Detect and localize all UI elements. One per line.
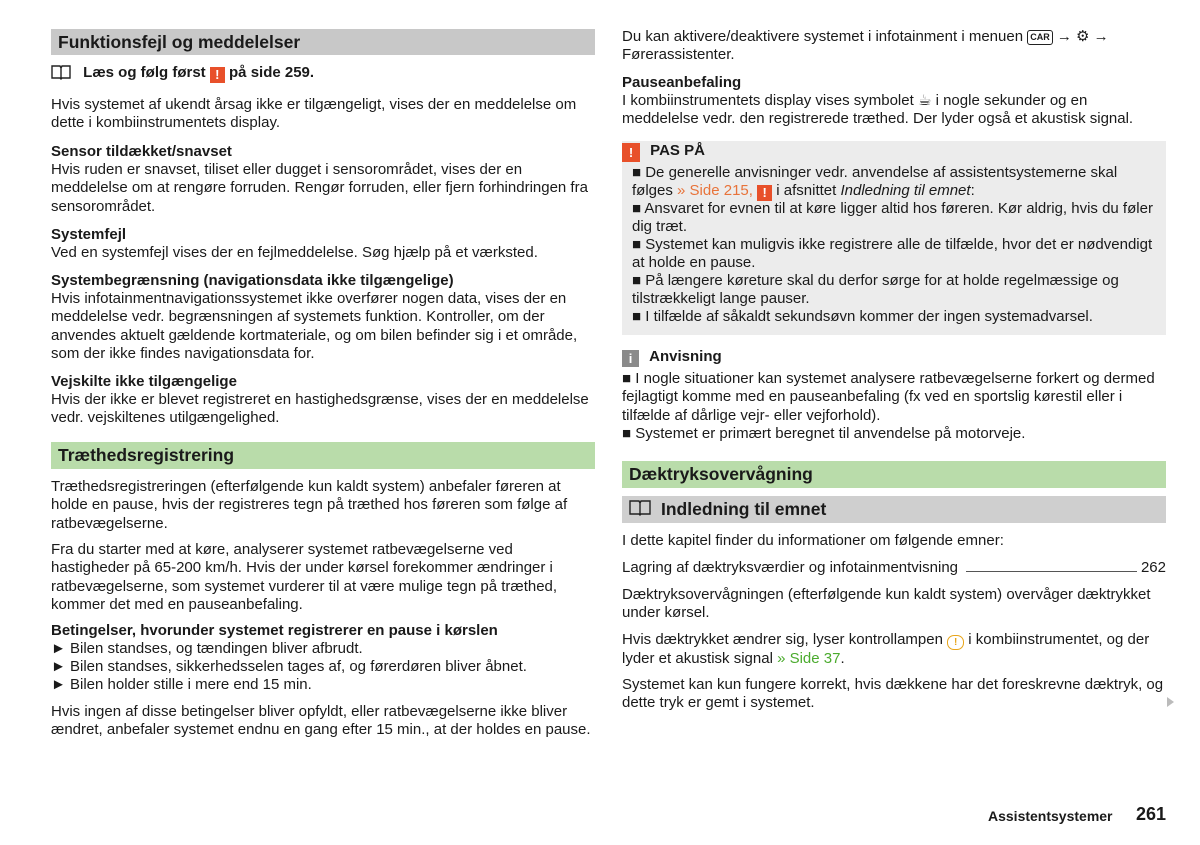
section-title: Træthedsregistrering [58, 445, 235, 465]
section-title: Funktionsfejl og meddelelser [58, 31, 301, 52]
coffee-cup-icon: ☕ [917, 92, 932, 109]
warning-icon: ! [757, 185, 772, 201]
subheading-systembegraensning: Systembegrænsning (navigationsdata ikke tilgængelige) [51, 272, 454, 289]
paragraph: Hvis infotainmentnavigationssystemet ikke overfører nogen data, vises der en meddelelse vedr. begrænsningen af systemets funktion. Kontroller, om der anvendes aktuelt gældende kortmateriale, og om bilen befinder sig i et område, som der ikke findes navigationsdata for. [51, 290, 578, 362]
caution-item [632, 164, 1160, 201]
caution-box [622, 141, 1166, 335]
paragraph: I dette kapitel finder du informationer om følgende emner: [622, 532, 1004, 549]
toc-entry[interactable] [622, 559, 1166, 576]
italic-reference: Indledning til emnet [840, 182, 971, 200]
reference-text: Læs og følg først [83, 64, 206, 81]
paragraph: Ved en systemfejl vises der en fejlmeddelelse. Søg hjælp på et værksted. [51, 244, 538, 261]
menu-text: Du kan aktivere/deaktivere systemet i infotainment i menuen [622, 28, 1024, 45]
section-heading-indledning [622, 496, 1166, 523]
page-number: 261 [1136, 804, 1167, 824]
note-item: ■ I nogle situationer kan systemet analysere ratbevægelserne forkert og dermed fejlagtigt komme med en pauseanbefaling (fx ved en sportslig kørestil eller i tilfælde af dårlige vejr- eller vejforhold). [622, 370, 1155, 424]
car-button-icon: CAR [1027, 30, 1053, 45]
continue-arrow-icon [1167, 697, 1174, 707]
reference-line [51, 64, 595, 85]
text: : [970, 182, 975, 200]
caution-header [622, 142, 705, 162]
paragraph: Systemet kan kun fungere korrekt, hvis dækkene har det foreskrevne dæktryk, og dette tryk er gemt i systemet. [622, 676, 1164, 712]
section-heading-daektryk [622, 461, 1166, 488]
text: i afsnittet [776, 182, 837, 200]
warning-icon: ! [210, 67, 225, 83]
list-item: ► Bilen standses, sikkerhedsselen tages af, og førerdøren bliver åbnet. [51, 658, 527, 675]
subheading-systemfejl: Systemfejl [51, 226, 127, 243]
subheading-pauseanbefaling: Pauseanbefaling [622, 74, 742, 91]
text: . [840, 650, 845, 667]
warning-icon: ! [622, 143, 640, 162]
menu-path: → ⚙ → Førerassistenter. [622, 28, 1109, 64]
paragraph [622, 92, 1166, 129]
page-link[interactable]: » Side 215, [677, 182, 753, 200]
paragraph: Hvis der ikke er blevet registreret en hastighedsgrænse, vises der en meddelelse vedr. vejskiltenes utilgængelighed. [51, 391, 589, 427]
footer-chapter: Assistentsystemer [988, 808, 1113, 824]
caution-title: PAS PÅ [650, 142, 705, 159]
note-header [622, 348, 1166, 367]
toc-page: 262 [1140, 559, 1166, 576]
text: Hvis dæktrykket ændrer sig, lyser kontrollampen [622, 631, 943, 648]
caution-item: ■ Ansvaret for evnen til at køre ligger altid hos føreren. Kør aldrig, hvis du føler dig træt. [632, 200, 1153, 236]
subheading-sensor: Sensor tildækket/snavset [51, 143, 232, 160]
text: i nogle sekunder og en meddelelse vedr. den registrerede træthed. Der lyder også et akustisk signal. [622, 92, 1134, 128]
paragraph [622, 631, 1166, 668]
page-link[interactable]: » Side 37 [777, 650, 841, 667]
subheading-betingelser: Betingelser, hvorunder systemet registrerer en pause i kørslen [51, 622, 498, 639]
book-icon [629, 499, 651, 521]
book-icon [51, 64, 71, 85]
text: I kombiinstrumentets display vises symbolet [622, 92, 914, 109]
toc-leader [966, 571, 1137, 572]
info-icon: i [622, 350, 639, 367]
caution-item: ■ Systemet kan muligvis ikke registrere alle de tilfælde, hvor det er nødvendigt at holde en pause. [632, 236, 1153, 272]
reference-page: på side 259. [229, 64, 315, 81]
text: ■ De generelle anvisninger vedr. anvendelse af assistentsystemerne skal følges [632, 164, 1118, 200]
section-heading-funktionsfejl [51, 29, 595, 55]
section-title: Indledning til emnet [661, 499, 827, 519]
paragraph-menu [622, 28, 1166, 65]
section-heading-traethed [51, 442, 595, 469]
text: i kombiinstrumentet, og der lyder et akustisk signal [622, 631, 1150, 667]
list-item: ► Bilen holder stille i mere end 15 min. [51, 676, 312, 693]
note-item: ■ Systemet er primært beregnet til anvendelse på motorveje. [622, 425, 1026, 442]
caution-item: ■ På længere køreture skal du derfor sørge for at holde regelmæssige og tilstrækkeligt lange pauser. [632, 272, 1119, 308]
subheading-vejskilte: Vejskilte ikke tilgængelige [51, 373, 237, 390]
paragraph: Træthedsregistreringen (efterfølgende kun kaldt system) anbefaler føreren at holde en pause, hvis der registreres tegn på træthed hos føreren som følge af ratbevægelserne. [51, 478, 568, 532]
toc-label: Lagring af dæktryksværdier og infotainmentvisning [622, 559, 958, 576]
paragraph: Dæktryksovervågningen (efterfølgende kun kaldt system) overvåger dæktrykket under kørsel. [622, 586, 1151, 622]
paragraph: Hvis systemet af ukendt årsag ikke er tilgængeligt, vises der en meddelelse om dette i kombiinstrumentets display. [51, 96, 577, 132]
tire-pressure-warning-icon: ! [947, 635, 964, 650]
list-item: ► Bilen standses, og tændingen bliver afbrudt. [51, 640, 363, 657]
paragraph: Hvis ingen af disse betingelser bliver opfyldt, eller ratbevægelserne ikke bliver ændret, anbefaler systemet endnu en gang efter 15 min., at der holdes en pause. [51, 703, 591, 739]
section-title: Dæktryksovervågning [629, 464, 813, 484]
caution-item: ■ I tilfælde af såkaldt sekundsøvn kommer der ingen systemadvarsel. [632, 308, 1093, 325]
note-title: Anvisning [649, 348, 722, 365]
paragraph: Hvis ruden er snavset, tiliset eller dugget i sensorområdet, vises der en meddelelse om at rengøre forruden. Rengør forruden, eller fjern forhindringen fra sensorområdet. [51, 161, 588, 215]
paragraph: Fra du starter med at køre, analyserer systemet ratbevægelserne ved hastigheder på 65-200 km/h. Hvis der under kørsel forekommer ændringer i ratbevægelserne, som systemet vurderer til at være mulige tegn på træthed, kommer det med en pauseanbefaling. [51, 541, 558, 613]
